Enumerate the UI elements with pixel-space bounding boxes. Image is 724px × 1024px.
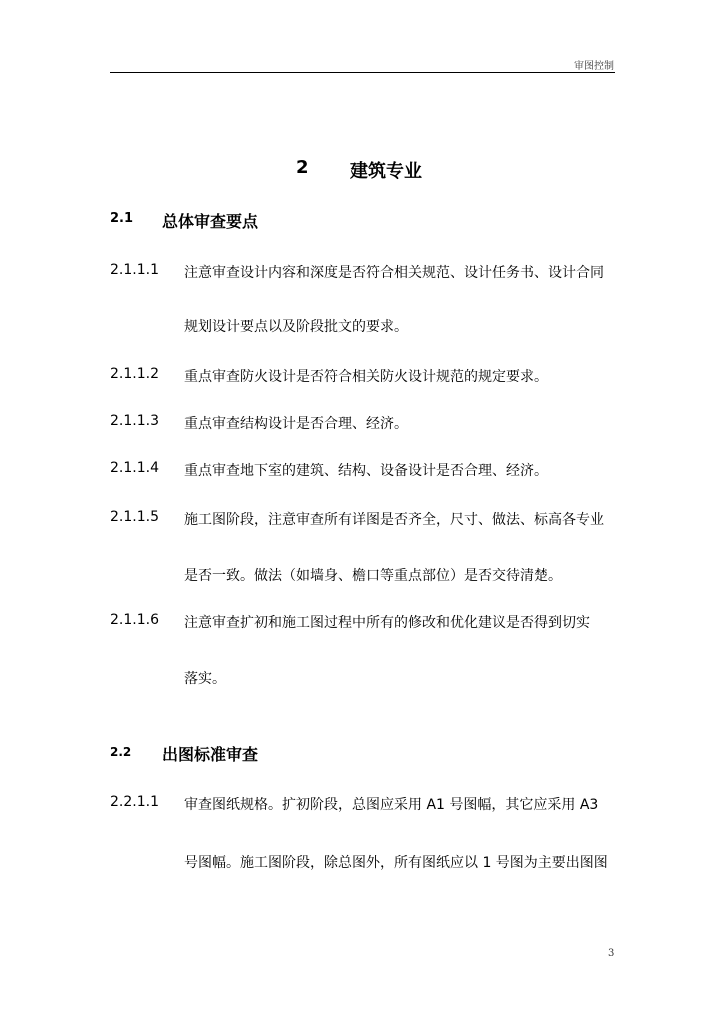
item-number: 2.2.1.1 xyxy=(110,794,159,810)
page-number: 3 xyxy=(608,948,615,959)
item-text-line: 重点审查地下室的建筑、结构、设备设计是否合理、经济。 xyxy=(184,463,548,479)
section-title: 总体审查要点 xyxy=(162,212,259,231)
item-number: 2.1.1.6 xyxy=(110,612,159,628)
item-text-line: 重点审查结构设计是否合理、经济。 xyxy=(184,416,408,432)
chapter-title: 建筑专业 xyxy=(350,161,422,182)
item-number: 2.1.1.5 xyxy=(110,509,159,525)
header-rule xyxy=(110,72,615,73)
chapter-number: 2 xyxy=(296,157,309,178)
item-text-line: 审查图纸规格。扩初阶段，总图应采用 A1 号图幅，其它应采用 A3 xyxy=(184,797,599,813)
item-text-line: 是否一致。做法（如墙身、檐口等重点部位）是否交待清楚。 xyxy=(184,568,562,584)
item-text-line: 重点审查防火设计是否符合相关防火设计规范的规定要求。 xyxy=(184,369,548,385)
item-number: 2.1.1.4 xyxy=(110,460,159,476)
item-number: 2.1.1.1 xyxy=(110,262,159,278)
item-text-line: 落实。 xyxy=(184,671,226,687)
section-title: 出图标准审查 xyxy=(162,745,259,764)
running-header: 审图控制 xyxy=(574,61,614,72)
item-text-line: 号图幅。施工图阶段，除总图外，所有图纸应以 1 号图为主要出图图 xyxy=(184,855,608,871)
section-number: 2.1 xyxy=(110,211,134,226)
item-number: 2.1.1.3 xyxy=(110,413,159,429)
item-text-line: 规划设计要点以及阶段批文的要求。 xyxy=(184,319,408,335)
item-text-line: 注意审查扩初和施工图过程中所有的修改和优化建议是否得到切实 xyxy=(184,615,590,631)
section-number: 2.2 xyxy=(110,745,132,759)
item-text-line: 注意审查设计内容和深度是否符合相关规范、设计任务书、设计合同 xyxy=(184,265,604,281)
item-number: 2.1.1.2 xyxy=(110,366,159,382)
item-text-line: 施工图阶段，注意审查所有详图是否齐全，尺寸、做法、标高各专业 xyxy=(184,512,604,528)
